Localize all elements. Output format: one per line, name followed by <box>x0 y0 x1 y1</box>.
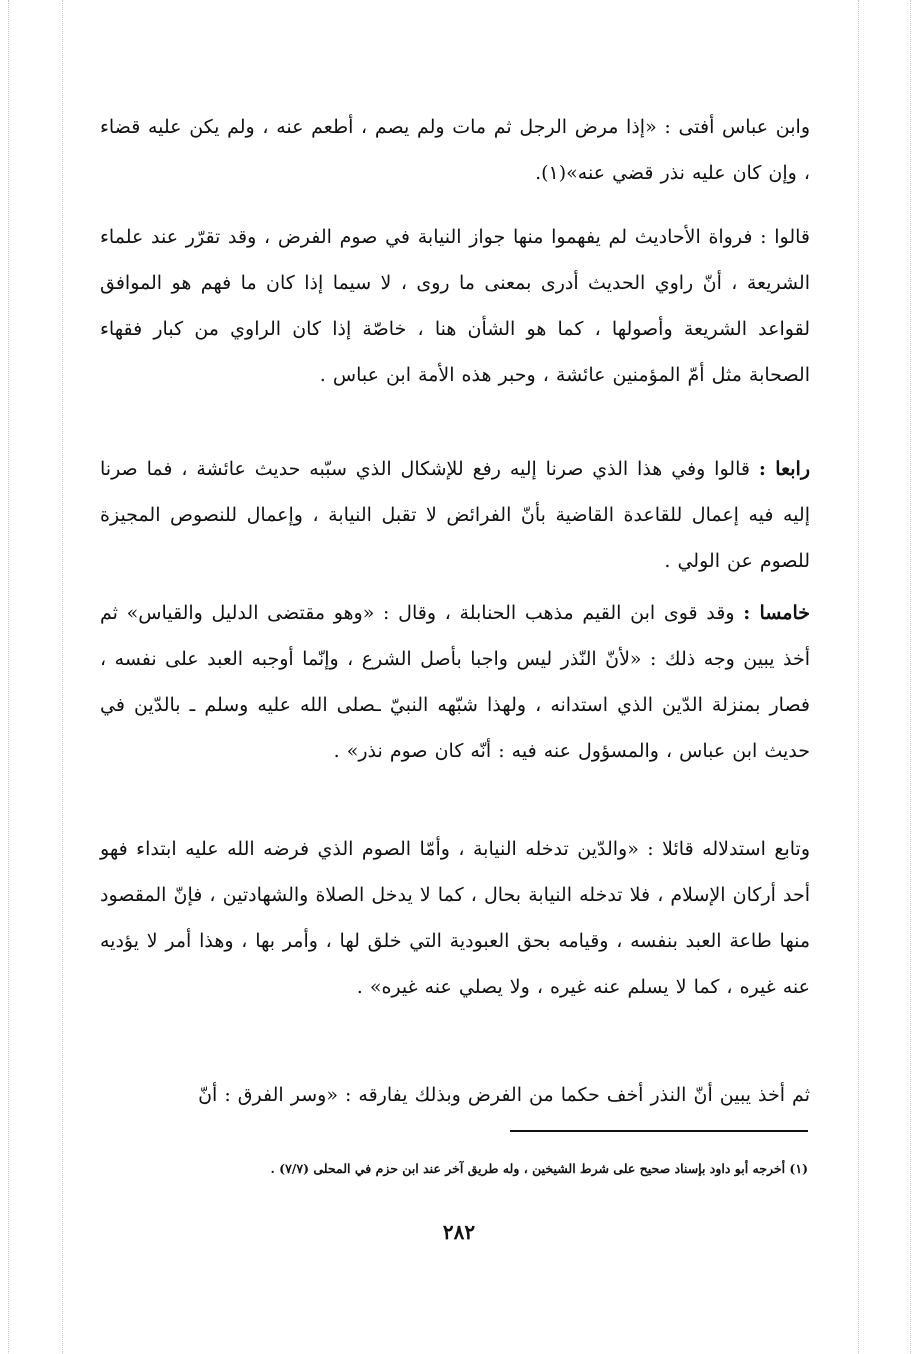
paragraph-text: ثم أخذ يبين أنّ النذر أخف حكما من الفرض وبذلك يفارقه : «وسر الفرق : أنّ <box>198 1084 810 1106</box>
paragraph <box>100 1072 810 1118</box>
page-number: ٢٨٢ <box>442 1220 476 1244</box>
scan-margin-line <box>8 0 9 1354</box>
footnote: (١) أخرجه أبو داود بإسناد صحيح على شرط الشيخين ، وله طريق آخر عند ابن حزم في المحلى (٧/٧) . <box>270 1161 808 1176</box>
paragraph <box>100 104 810 196</box>
paragraph-text: وتابع استدلاله قائلا : «والدّين تدخله النيابة ، وأمّا الصوم الذي فرضه الله عليه ابتداء فهو أحد أركان الإسلام ، فلا تدخله النيابة بحال ، كما لا يدخل الصلاة والشهادتين ، فإنّ المقصود منها طاعة العبد بنفسه ، وقيامه بحق العبودية التي خلق لها ، وأمر بها ، وهذا أمر لا يؤديه عنه غيره ، كما لا يسلم عنه غيره ، ولا يصلي عنه غيره» . <box>100 838 810 998</box>
footnote-divider <box>510 1130 808 1132</box>
paragraph-text: وابن عباس أفتى : «إذا مرض الرجل ثم مات ولم يصم ، أطعم عنه ، ولم يكن عليه قضاء ، وإن كان عليه نذر قضي عنه»(١). <box>100 116 810 184</box>
paragraph-text: قالوا وفي هذا الذي صرنا إليه رفع للإشكال الذي سبّبه حديث عائشة ، فما صرنا إليه فيه إعمال للقاعدة القاضية بأنّ الفرائض لا تقبل النيابة ، وإعمال للنصوص المجيزة للصوم عن الولي . <box>100 458 810 572</box>
paragraph <box>100 446 810 584</box>
scan-margin-line <box>910 0 911 1354</box>
paragraph <box>100 826 810 1010</box>
scan-margin-line <box>62 0 63 1354</box>
paragraph-text: وقد قوى ابن القيم مذهب الحنابلة ، وقال : «وهو مقتضى الدليل والقياس» ثم أخذ يبين وجه ذلك : «لأنّ النّذر ليس واجبا بأصل الشرع ، وإنّما أوجبه العبد على نفسه ، فصار بمنزلة الدّين الذي استدانه ، ولهذا شبّهه النبيّ ـصلى الله عليه وسلم ـ بالدّين في حديث ابن عباس ، والمسؤول عنه فيه : أنّه كان صوم نذر» . <box>100 602 810 762</box>
paragraph-heading: رابعا : <box>758 458 810 480</box>
paragraph-text: قالوا : فرواة الأحاديث لم يفهموا منها جواز النيابة في صوم الفرض ، وقد تقرّر عند علماء الشريعة ، أنّ راوي الحديث أدرى بمعنى ما روى ، لا سيما إذا كان ما فهم هو الموافق لقواعد الشريعة وأصولها ، كما هو الشأن هنا ، خاصّة إذا كان الراوي من كبار فقهاء الصحابة مثل أمّ المؤمنين عائشة ، وحبر هذه الأمة ابن عباس . <box>100 226 810 386</box>
paragraph <box>100 590 810 774</box>
scan-margin-line <box>858 0 859 1354</box>
paragraph-heading: خامسا : <box>743 602 810 624</box>
paragraph <box>100 214 810 398</box>
